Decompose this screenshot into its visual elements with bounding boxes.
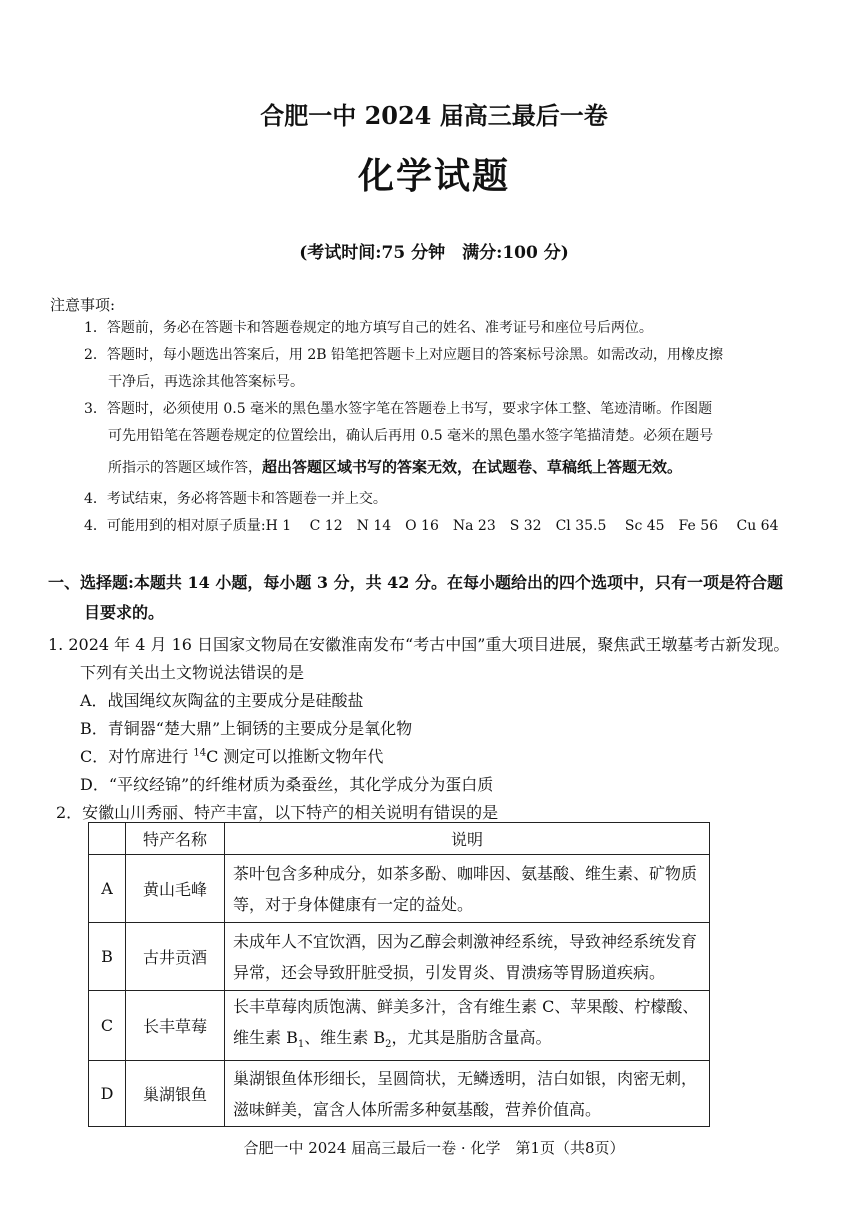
notice-item-3-cont2 bbox=[108, 455, 682, 481]
table-row bbox=[89, 991, 710, 1061]
table-row bbox=[89, 1061, 710, 1127]
subject-title: 化学试题 bbox=[357, 155, 510, 197]
subscript-1: 1 bbox=[297, 1039, 305, 1051]
row-name: 巢湖银鱼 bbox=[126, 1061, 225, 1127]
row-key: B bbox=[89, 923, 126, 991]
table-row bbox=[89, 855, 710, 923]
table-header-name: 特产名称 bbox=[126, 823, 225, 855]
notice-item-5: 4．可能用到的相对原子质量:H 1 C 12 N 14 O 16 Na 23 S 32 Cl 35.5 Sc 45 Fe 56 Cu 64 bbox=[84, 518, 779, 534]
row-desc-b: 、维生素 B bbox=[304, 1028, 386, 1047]
notice-item-3-text: 所指示的答题区域作答， bbox=[108, 460, 262, 476]
q1-option-c-lead: C．对竹席进行 bbox=[80, 747, 189, 766]
table-header-desc: 说明 bbox=[225, 823, 710, 855]
page-footer: 合肥一中 2024 届高三最后一卷 · 化学 第1页（共8页） bbox=[243, 1139, 625, 1157]
row-desc bbox=[225, 991, 710, 1061]
notice-item-3-cont: 可先用铅笔在答题卷规定的位置绘出，确认后再用 0.5 毫米的黑色墨水签字笔描清楚。必须在题号 bbox=[108, 428, 714, 444]
row-key: D bbox=[89, 1061, 126, 1127]
subscript-2: 2 bbox=[385, 1039, 392, 1051]
row-desc: 巢湖银鱼体形细长，呈圆筒状，无鳞透明，洁白如银，肉密无刺，滋味鲜美，富含人体所需多种氨基酸，营养价值高。 bbox=[225, 1061, 710, 1127]
row-desc: 未成年人不宜饮酒，因为乙醇会刺激神经系统，导致神经系统发育异常，还会导致肝脏受损，引发胃炎、胃溃疡等胃肠道疾病。 bbox=[225, 923, 710, 991]
notice-item-4: 4．考试结束，务必将答题卡和答题卷一并上交。 bbox=[84, 491, 387, 507]
q1-option-d: D．“平纹经锦”的纤维材质为桑蚕丝，其化学成分为蛋白质 bbox=[80, 775, 494, 794]
exam-title: 合肥一中 2024 届高三最后一卷 bbox=[260, 101, 608, 130]
q1-option-a: A．战国绳纹灰陶盆的主要成分是硅酸盐 bbox=[80, 691, 364, 710]
q1-option-c bbox=[80, 744, 383, 767]
isotope-symbol: C bbox=[206, 747, 219, 766]
row-name: 长丰草莓 bbox=[126, 991, 225, 1061]
row-desc-a: 长丰草莓肉质饱满、鲜美多汁，含有维生素 C、苹果酸、柠檬酸、维生素 B bbox=[233, 997, 699, 1047]
notice-item-3: 3．答题时，必须使用 0.5 毫米的黑色墨水签字笔在答题卷上书写，要求字体工整、笔迹清晰。作图题 bbox=[84, 401, 713, 417]
row-name: 古井贡酒 bbox=[126, 923, 225, 991]
notice-item-1: 1．答题前，务必在答题卡和答题卷规定的地方填写自己的姓名、准考证号和座位号后两位。 bbox=[84, 320, 653, 336]
row-name: 黄山毛峰 bbox=[126, 855, 225, 923]
table-row bbox=[89, 923, 710, 991]
q2-stem: 2．安徽山川秀丽、特产丰富，以下特产的相关说明有错误的是 bbox=[56, 803, 499, 822]
row-key: C bbox=[89, 991, 126, 1061]
section-heading-cont: 目要求的。 bbox=[84, 603, 165, 622]
table-header-blank bbox=[89, 823, 126, 855]
row-desc-c: ，尤其是脂肪含量高。 bbox=[391, 1028, 552, 1047]
isotope-mass-number: 14 bbox=[193, 747, 207, 759]
exam-info: (考试时间:75 分钟 满分:100 分) bbox=[299, 243, 569, 263]
section-heading: 一、选择题:本题共 14 小题，每小题 3 分，共 42 分。在每小题给出的四个选项中，只有一项是符合题 bbox=[48, 573, 783, 592]
q1-stem: 1. 2024 年 4 月 16 日国家文物局在安徽淮南发布“考古中国”重大项目进展，聚焦武王墩墓考古新发现。 bbox=[48, 635, 790, 654]
row-desc: 茶叶包含多种成分，如茶多酚、咖啡因、氨基酸、维生素、矿物质等，对于身体健康有一定的益处。 bbox=[225, 855, 710, 923]
q1-stem-cont: 下列有关出土文物说法错误的是 bbox=[80, 663, 305, 682]
specialty-table bbox=[88, 822, 710, 1127]
q1-option-b: B．青铜器“楚大鼎”上铜锈的主要成分是氧化物 bbox=[80, 719, 413, 738]
notice-heading: 注意事项: bbox=[50, 296, 116, 314]
notice-emphasis: 超出答题区域书写的答案无效，在试题卷、草稿纸上答题无效。 bbox=[262, 458, 683, 476]
row-key: A bbox=[89, 855, 126, 923]
q1-option-c-tail: 测定可以推断文物年代 bbox=[223, 747, 384, 766]
table-header-row bbox=[89, 823, 710, 855]
notice-item-2-cont: 干净后，再选涂其他答案标号。 bbox=[108, 374, 304, 390]
notice-item-2: 2．答题时，每小题选出答案后，用 2B 铅笔把答题卡上对应题目的答案标号涂黑。如需改动，用橡皮擦 bbox=[84, 347, 724, 363]
